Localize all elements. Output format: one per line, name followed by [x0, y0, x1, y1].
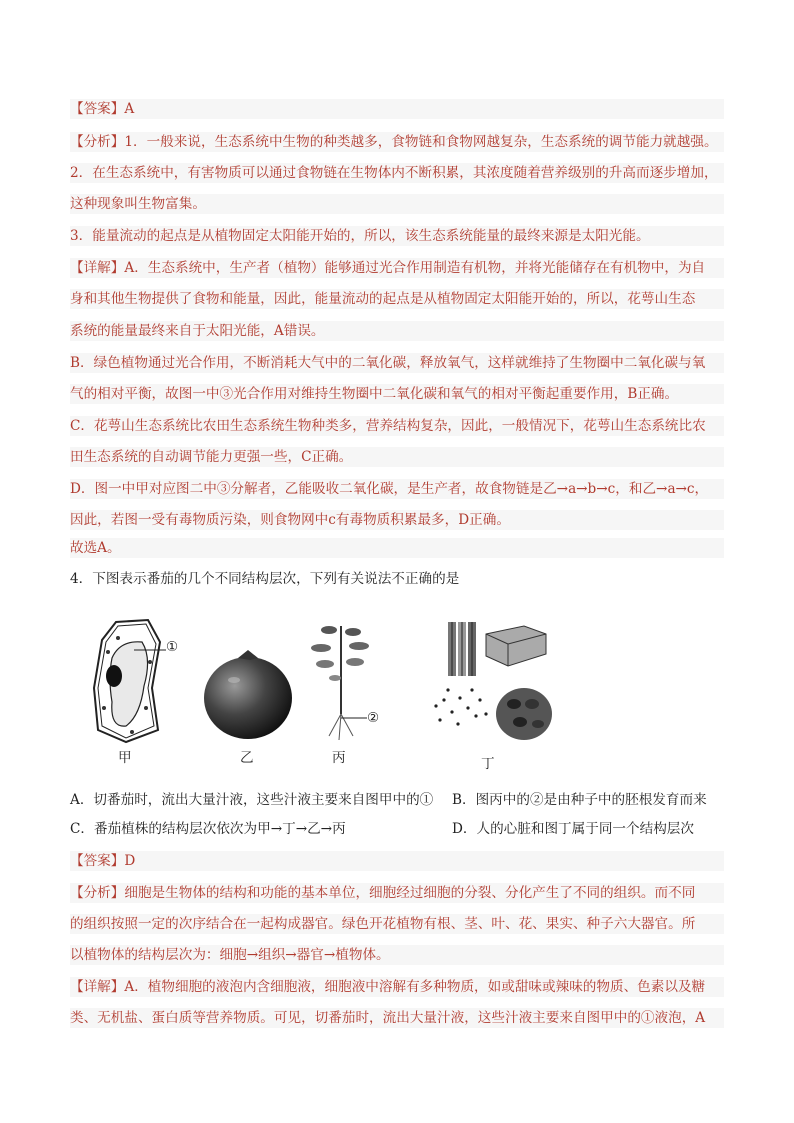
- tissues-figure: [428, 620, 558, 744]
- analysis-tag: 【分析】: [70, 885, 125, 901]
- analysis-line: [70, 132, 724, 152]
- analysis-text: 3．能量流动的起点是从植物固定太阳能开始的，所以，该生态系统能量的最终来源是太阳光能。: [70, 226, 724, 246]
- option-b: B．图丙中的②是由种子中的胚根发育而来: [452, 792, 707, 808]
- figure-label-bing: 丙: [332, 750, 346, 766]
- analysis-text: 2．在生态系统中，有害物质可以通过食物链在生物体内不断积累，其浓度随着营养级别的升高而逐步增加，: [70, 163, 724, 183]
- conclusion-text: 故选A。: [70, 538, 724, 558]
- question-stem: 4．下图表示番茄的几个不同结构层次，下列有关说法不正确的是: [70, 571, 460, 587]
- answer-value: D: [124, 853, 136, 869]
- option-d: D．人的心脏和图丁属于同一个结构层次: [452, 821, 694, 837]
- marker-2: ②: [367, 710, 380, 726]
- figure-label-yi: 乙: [240, 750, 254, 766]
- detail-tag: 【详解】: [70, 979, 125, 995]
- detail-text: 气的相对平衡，故图一中③光合作用对维持生物圈中二氧化碳和氧气的相对平衡起重要作用，B正确。: [70, 384, 724, 404]
- detail-text: C．花萼山生态系统比农田生态系统生物种类多，营养结构复杂，因此，一般情况下，花萼山生态系统比农: [70, 416, 724, 436]
- analysis-line-2: [70, 883, 724, 903]
- detail-tag: 【详解】: [70, 260, 125, 276]
- detail-line-2: [70, 977, 724, 997]
- detail-text: A．生态系统中，生产者（植物）能够通过光合作用制造有机物，并将光能储存在有机物中，为自: [124, 260, 706, 276]
- analysis-text: 1．一般来说，生态系统中生物的种类越多，食物链和食物网越复杂，生态系统的调节能力就越强。: [124, 134, 718, 150]
- option-c: C．番茄植株的结构层次依次为甲→丁→乙→丙: [70, 821, 346, 837]
- detail-text: 类、无机盐、蛋白质等营养物质。可见，切番茄时，流出大量汁液，这些汁液主要来自图甲中的①液泡，A: [70, 1008, 724, 1028]
- analysis-text: 细胞是生物体的结构和功能的基本单位，细胞经过细胞的分裂、分化产生了不同的组织。而不同: [124, 885, 696, 901]
- analysis-text: 以植物体的结构层次为：细胞→组织→器官→植物体。: [70, 945, 724, 965]
- detail-text: 因此，若图一受有毒物质污染，则食物网中c有毒物质积累最多，D正确。: [70, 510, 724, 530]
- plant-cell-figure: [90, 618, 190, 746]
- detail-text: 身和其他生物提供了食物和能量，因此，能量流动的起点是从植物固定太阳能开始的，所以，花萼山生态: [70, 289, 724, 309]
- figure-label-jia: 甲: [118, 750, 132, 766]
- detail-text: A．植物细胞的液泡内含细胞液，细胞液中溶解有多种物质，如或甜味或辣味的物质、色素以及糖: [124, 979, 706, 995]
- analysis-tag: 【分析】: [70, 134, 125, 150]
- detail-text: 田生态系统的自动调节能力更强一些，C正确。: [70, 447, 724, 467]
- detail-text: D．图一中甲对应图二中③分解者，乙能吸收二氧化碳，是生产者，故食物链是乙→a→b→c，和乙→a→c，: [70, 479, 724, 499]
- tomato-plant-figure: [305, 618, 375, 742]
- analysis-text: 这种现象叫生物富集。: [70, 194, 724, 214]
- figure-label-ding: 丁: [481, 756, 495, 772]
- answer-value: A: [124, 101, 135, 117]
- answer-line: [70, 99, 724, 119]
- answer-line-2: [70, 851, 724, 871]
- answer-tag: 【答案】: [70, 853, 125, 869]
- tomato-figure: [200, 646, 300, 742]
- detail-text: 系统的能量最终来自于太阳光能，A错误。: [70, 321, 724, 341]
- marker-1: ①: [166, 639, 179, 655]
- option-a: A．切番茄时，流出大量汁液，这些汁液主要来自图甲中的①: [70, 792, 434, 808]
- detail-text: B．绿色植物通过光合作用，不断消耗大气中的二氧化碳，释放氧气，这样就维持了生物圈中二氧化碳与氧: [70, 353, 724, 373]
- analysis-text: 的组织按照一定的次序结合在一起构成器官。绿色开花植物有根、茎、叶、花、果实、种子六大器官。所: [70, 914, 724, 934]
- detail-line: [70, 258, 724, 278]
- answer-tag: 【答案】: [70, 101, 125, 117]
